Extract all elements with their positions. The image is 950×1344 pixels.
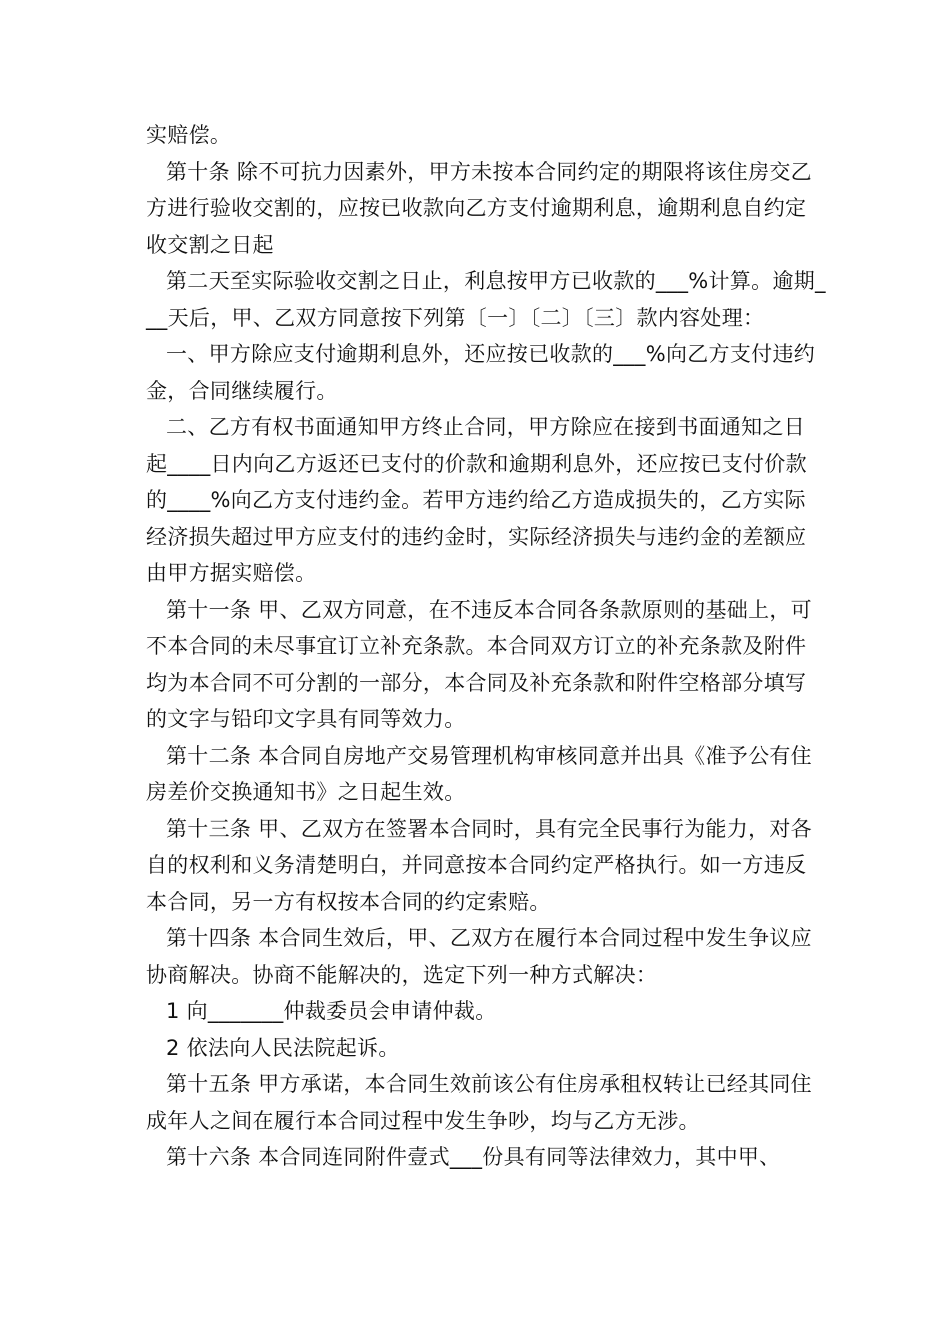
paragraph-article-14: 第十四条 本合同生效后，甲、乙双方在履行本合同过程中发生争议应协商解决。协商不能解决的，选定下列一种方式解决：: [146, 926, 812, 987]
paragraph-article-16: 第十六条 本合同连同附件壹式___份具有同等法律效力，其中甲、: [166, 1145, 781, 1169]
paragraph-option-2: 二、乙方有权书面通知甲方终止合同，甲方除应在接到书面通知之日起____日内向乙方返还已支付的价款和逾期利息外，还应按已支付价款的____%向乙方支付违约金。若甲方违约给乙方造成损失的，乙方实际经济损失超过甲方应支付的违约金时，实际经济损失与违约金的差额应由甲方据实赔偿。: [146, 415, 807, 585]
paragraph-continuation: 实赔偿。: [146, 123, 232, 147]
paragraph-article-10-interest: 第二天至实际验收交割之日止，利息按甲方已收款的___%计算。逾期___天后，甲、乙双方同意按下列第〔一〕〔二〕〔三〕款内容处理：: [146, 269, 826, 330]
paragraph-arbitration-option: 1 向_______仲裁委员会申请仲裁。: [166, 999, 497, 1023]
paragraph-option-1: 一、甲方除应支付逾期利息外，还应按已收款的___%向乙方支付违约金，合同继续履行。: [146, 342, 816, 403]
paragraph-article-13: 第十三条 甲、乙双方在签署本合同时，具有完全民事行为能力，对各自的权利和义务清楚明白，并同意按本合同约定严格执行。如一方违反本合同，另一方有权按本合同的约定索赔。: [146, 816, 812, 914]
paragraph-court-option: 2 依法向人民法院起诉。: [166, 1035, 400, 1060]
document-body: [146, 117, 826, 1176]
paragraph-article-11: 第十一条 甲、乙双方同意，在不违反本合同各条款原则的基础上，可不本合同的未尽事宜订立补充条款。本合同双方订立的补充条款及附件均为本合同不可分割的一部分，本合同及补充条款和附件空格部分填写的文字与铅印文字具有同等效力。: [146, 597, 812, 731]
paragraph-article-15: 第十五条 甲方承诺，本合同生效前该公有住房承租权转让已经其同住成年人之间在履行本合同过程中发生争吵，均与乙方无涉。: [146, 1072, 812, 1133]
paragraph-article-10: 第十条 除不可抗力因素外，甲方未按本合同约定的期限将该住房交乙方进行验收交割的，应按已收款向乙方支付逾期利息，逾期利息自约定收交割之日起: [146, 159, 812, 257]
paragraph-article-12: 第十二条 本合同自房地产交易管理机构审核同意并出具《准予公有住房差价交换通知书》之日起生效。: [146, 743, 812, 804]
